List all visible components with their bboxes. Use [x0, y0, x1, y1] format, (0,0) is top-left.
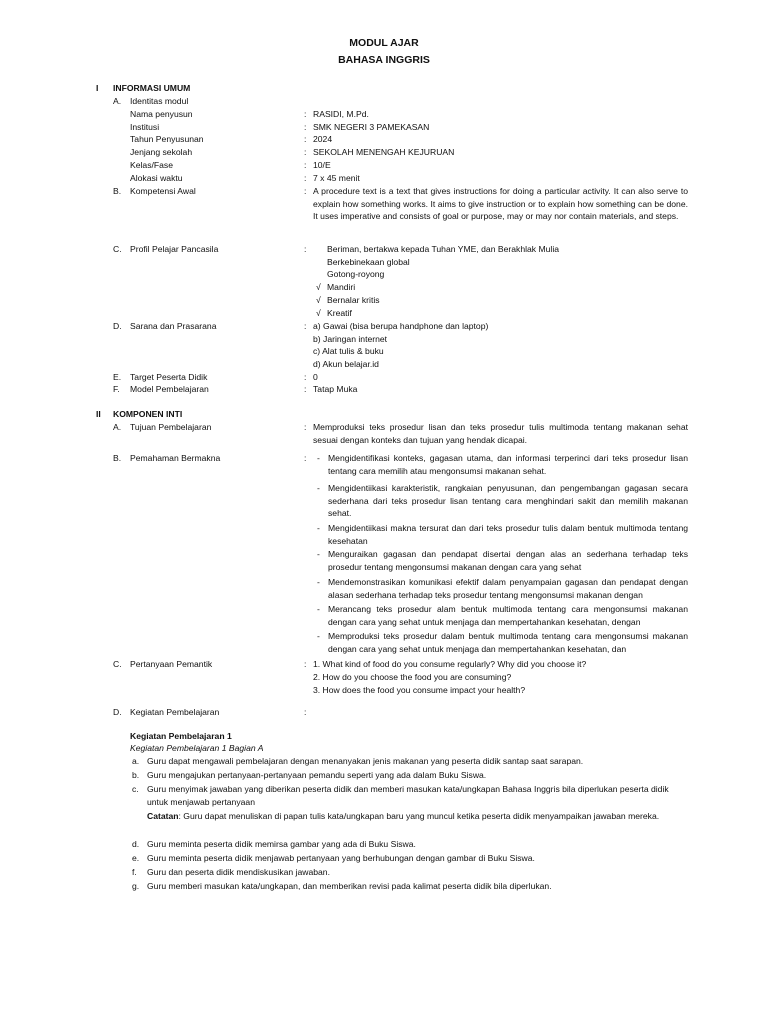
field-value: 10/E [313, 160, 331, 170]
dash-bullet: - [317, 631, 320, 641]
tujuan-letter: A. [113, 422, 122, 432]
tujuan-label: Tujuan Pembelajaran [130, 422, 212, 432]
field-label: Jenjang sekolah [130, 147, 193, 157]
identitas-label: Identitas modul [130, 96, 189, 106]
profil-colon: : [304, 244, 307, 254]
profil-text: Beriman, bertakwa kepada Tuhan YME, dan Berakhlak Mulia [327, 244, 560, 254]
model-label: Model Pembelajaran [130, 384, 209, 394]
target-value: 0 [313, 372, 318, 382]
pemahaman-item: Menguraikan gagasan dan pendapat disertai dengan alas an sederhana terhadap teks prosedur tentang mengonsumsi makanan dengan cara yang sehat [328, 549, 688, 572]
field-label: Institusi [130, 122, 160, 132]
profil-item [316, 281, 355, 294]
kegiatan-subtitle: Kegiatan Pembelajaran 1 Bagian A [130, 743, 264, 753]
pertanyaan-item: 1. What kind of food do you consume regularly? Why did you choose it? [313, 659, 587, 669]
profil-item [316, 256, 410, 269]
field-label: Nama penyusun [130, 109, 193, 119]
kegiatan-item-letter: c. [132, 784, 139, 794]
pemahaman-item: Mengidentiikasi karakteristik, rangkaian penyusunan, dan pengembangan gagasan secara sederhana dari teks prosedur lisan tentang cara menghindari sakit dan memilih makanan sehat. [328, 483, 688, 519]
section-1-number: I [96, 83, 99, 93]
pemahaman-item: Mengidentiikasi makna tersurat dan dari teks prosedur tulis dalam bentuk multimoda tentang kesehatan [328, 523, 688, 546]
doc-title: MODUL AJAR [349, 37, 419, 49]
catatan-text: : Guru dapat menuliskan di papan tulis kata/ungkapan baru yang muncul ketika peserta didik menyampaikan jawaban mereka. [178, 811, 660, 821]
kompetensi-text: A procedure text is a text that gives instructions for doing a particular activity. It can also serve to explain how something works. It aims to give instruction or to explain how something can be done. It uses imperative and consists of goal or purpose, may or may nor contain materials, and steps. [313, 186, 688, 222]
field-value: 2024 [313, 134, 333, 144]
sarana-item: a) Gawai (bisa berupa handphone dan laptop) [313, 321, 489, 331]
field-value: RASIDI, M.Pd. [313, 109, 369, 119]
section-2-number: II [96, 409, 101, 419]
item-d-letter: D. [113, 321, 122, 331]
kegiatan-item-text: Guru dapat mengawali pembelajaran dengan menanyakan jenis makanan yang peserta didik santap saat sarapan. [147, 756, 584, 766]
section-2-heading: KOMPONEN INTI [113, 409, 183, 419]
kegiatan-letter: D. [113, 707, 122, 717]
dash-bullet: - [317, 577, 320, 587]
field-colon: : [304, 147, 307, 157]
profil-item [316, 294, 380, 307]
dash-bullet: - [317, 604, 320, 614]
field-colon: : [304, 160, 307, 170]
kegiatan-item-text: Guru mengajukan pertanyaan-pertanyaan pemandu seperti yang ada dalam Buku Siswa. [147, 770, 487, 780]
kompetensi-colon: : [304, 186, 307, 196]
doc-subtitle: BAHASA INGGRIS [338, 54, 430, 66]
pemahaman-item: Merancang teks prosedur alam bentuk multimoda tentang cara mengonsumsi makanan dengan cara yang sehat untuk menjaga dan mempertahankan kesehatan, dengan [328, 604, 688, 627]
sarana-colon: : [304, 321, 307, 331]
catatan-label: Catatan [147, 811, 179, 821]
profil-text: Bernalar kritis [327, 295, 380, 305]
sarana-item: c) Alat tulis & buku [313, 346, 384, 356]
pertanyaan-item: 2. How do you choose the food you are consuming? [313, 672, 512, 682]
kegiatan-item-text: Guru meminta peserta didik menjawab pertanyaan yang berhubungan dengan gambar di Buku Siswa. [147, 853, 535, 863]
profil-text: Mandiri [327, 282, 356, 292]
pemahaman-item: Mengidentifikasi konteks, gagasan utama, dan informasi terperinci dari teks prosedur lisan tentang cara memilih atau mengonsumsi makanan sehat. [328, 453, 688, 476]
profil-text: Gotong-royong [327, 269, 385, 279]
item-b-letter: B. [113, 186, 122, 196]
field-label: Kelas/Fase [130, 160, 173, 170]
field-colon: : [304, 173, 307, 183]
kegiatan-item-text: Guru dan peserta didik mendiskusikan jawaban. [147, 867, 330, 877]
item-a-letter: A. [113, 96, 122, 106]
check-mark: √ [316, 282, 321, 292]
kegiatan-item-text: Guru memberi masukan kata/ungkapan, dan memberikan revisi pada kalimat peserta didik bila diperlukan. [147, 881, 552, 891]
kegiatan-colon: : [304, 707, 307, 717]
kegiatan-item-text: Guru menyimak jawaban yang diberikan peserta didik dan memberi masukan kata/ungkapan Bahasa Inggris bila diperlukan peserta didik untuk menjawab pertanyaan [147, 784, 669, 807]
field-value: SMK NEGERI 3 PAMEKASAN [313, 122, 430, 132]
kegiatan-item-letter: a. [132, 756, 140, 766]
sarana-item: d) Akun belajar.id [313, 359, 379, 369]
field-colon: : [304, 134, 307, 144]
target-label: Target Peserta Didik [130, 372, 208, 382]
pemahaman-item: Memproduksi teks prosedur dalam bentuk multimoda tentang cara mengonsumsi makanan dengan cara yang sehat untuk menjaga dan mempertahankan kesehatan, dan [328, 631, 688, 654]
kegiatan-label: Kegiatan Pembelajaran [130, 707, 220, 717]
profil-item [316, 307, 352, 320]
pemahaman-colon: : [304, 453, 307, 463]
pertanyaan-colon: : [304, 659, 307, 669]
kegiatan-item-letter: f. [132, 867, 137, 877]
pemahaman-letter: B. [113, 453, 122, 463]
kegiatan-title: Kegiatan Pembelajaran 1 [130, 731, 232, 741]
pertanyaan-item: 3. How does the food you consume impact your health? [313, 685, 526, 695]
pertanyaan-letter: C. [113, 659, 122, 669]
dash-bullet: - [317, 483, 320, 493]
field-value: 7 x 45 menit [313, 173, 360, 183]
target-colon: : [304, 372, 307, 382]
kegiatan-item-letter: b. [132, 770, 140, 780]
field-colon: : [304, 109, 307, 119]
kompetensi-label: Kompetensi Awal [130, 186, 196, 196]
dash-bullet: - [317, 523, 320, 533]
model-colon: : [304, 384, 307, 394]
tujuan-text: Memproduksi teks prosedur lisan dan teks prosedur tulis multimoda tentang makanan sehat sesuai dengan konteks dan tujuan yang hendak dicapai. [313, 422, 688, 445]
field-label: Alokasi waktu [130, 173, 183, 183]
profil-text: Kreatif [327, 308, 352, 318]
profil-label: Profil Pelajar Pancasila [130, 244, 219, 254]
model-value: Tatap Muka [313, 384, 358, 394]
tujuan-colon: : [304, 422, 307, 432]
kegiatan-item-letter: d. [132, 839, 140, 849]
pemahaman-item: Mendemonstrasikan komunikasi efektif dalam penyampaian gagasan dan pendapat dengan alasan sederhana terhadap teks prosedur tentang mengonsumsi makanan dengan [328, 577, 688, 600]
field-label: Tahun Penyusunan [130, 134, 204, 144]
field-colon: : [304, 122, 307, 132]
sarana-label: Sarana dan Prasarana [130, 321, 217, 331]
item-f-letter: F. [113, 384, 120, 394]
kegiatan-item-text: Guru meminta peserta didik memirsa gambar yang ada di Buku Siswa. [147, 839, 416, 849]
sarana-item: b) Jaringan internet [313, 334, 388, 344]
profil-item [316, 243, 559, 256]
kegiatan-item-letter: e. [132, 853, 140, 863]
field-value: SEKOLAH MENENGAH KEJURUAN [313, 147, 455, 157]
section-1-heading: INFORMASI UMUM [113, 83, 191, 93]
check-mark: √ [316, 295, 321, 305]
profil-item [316, 268, 384, 281]
kegiatan-item-letter: g. [132, 881, 140, 891]
item-c-letter: C. [113, 244, 122, 254]
dash-bullet: - [317, 453, 320, 463]
dash-bullet: - [317, 549, 320, 559]
profil-text: Berkebinekaan global [327, 257, 410, 267]
item-e-letter: E. [113, 372, 122, 382]
catatan-note [147, 810, 690, 823]
check-mark: √ [316, 308, 321, 318]
pertanyaan-label: Pertanyaan Pemantik [130, 659, 213, 669]
pemahaman-label: Pemahaman Bermakna [130, 453, 221, 463]
